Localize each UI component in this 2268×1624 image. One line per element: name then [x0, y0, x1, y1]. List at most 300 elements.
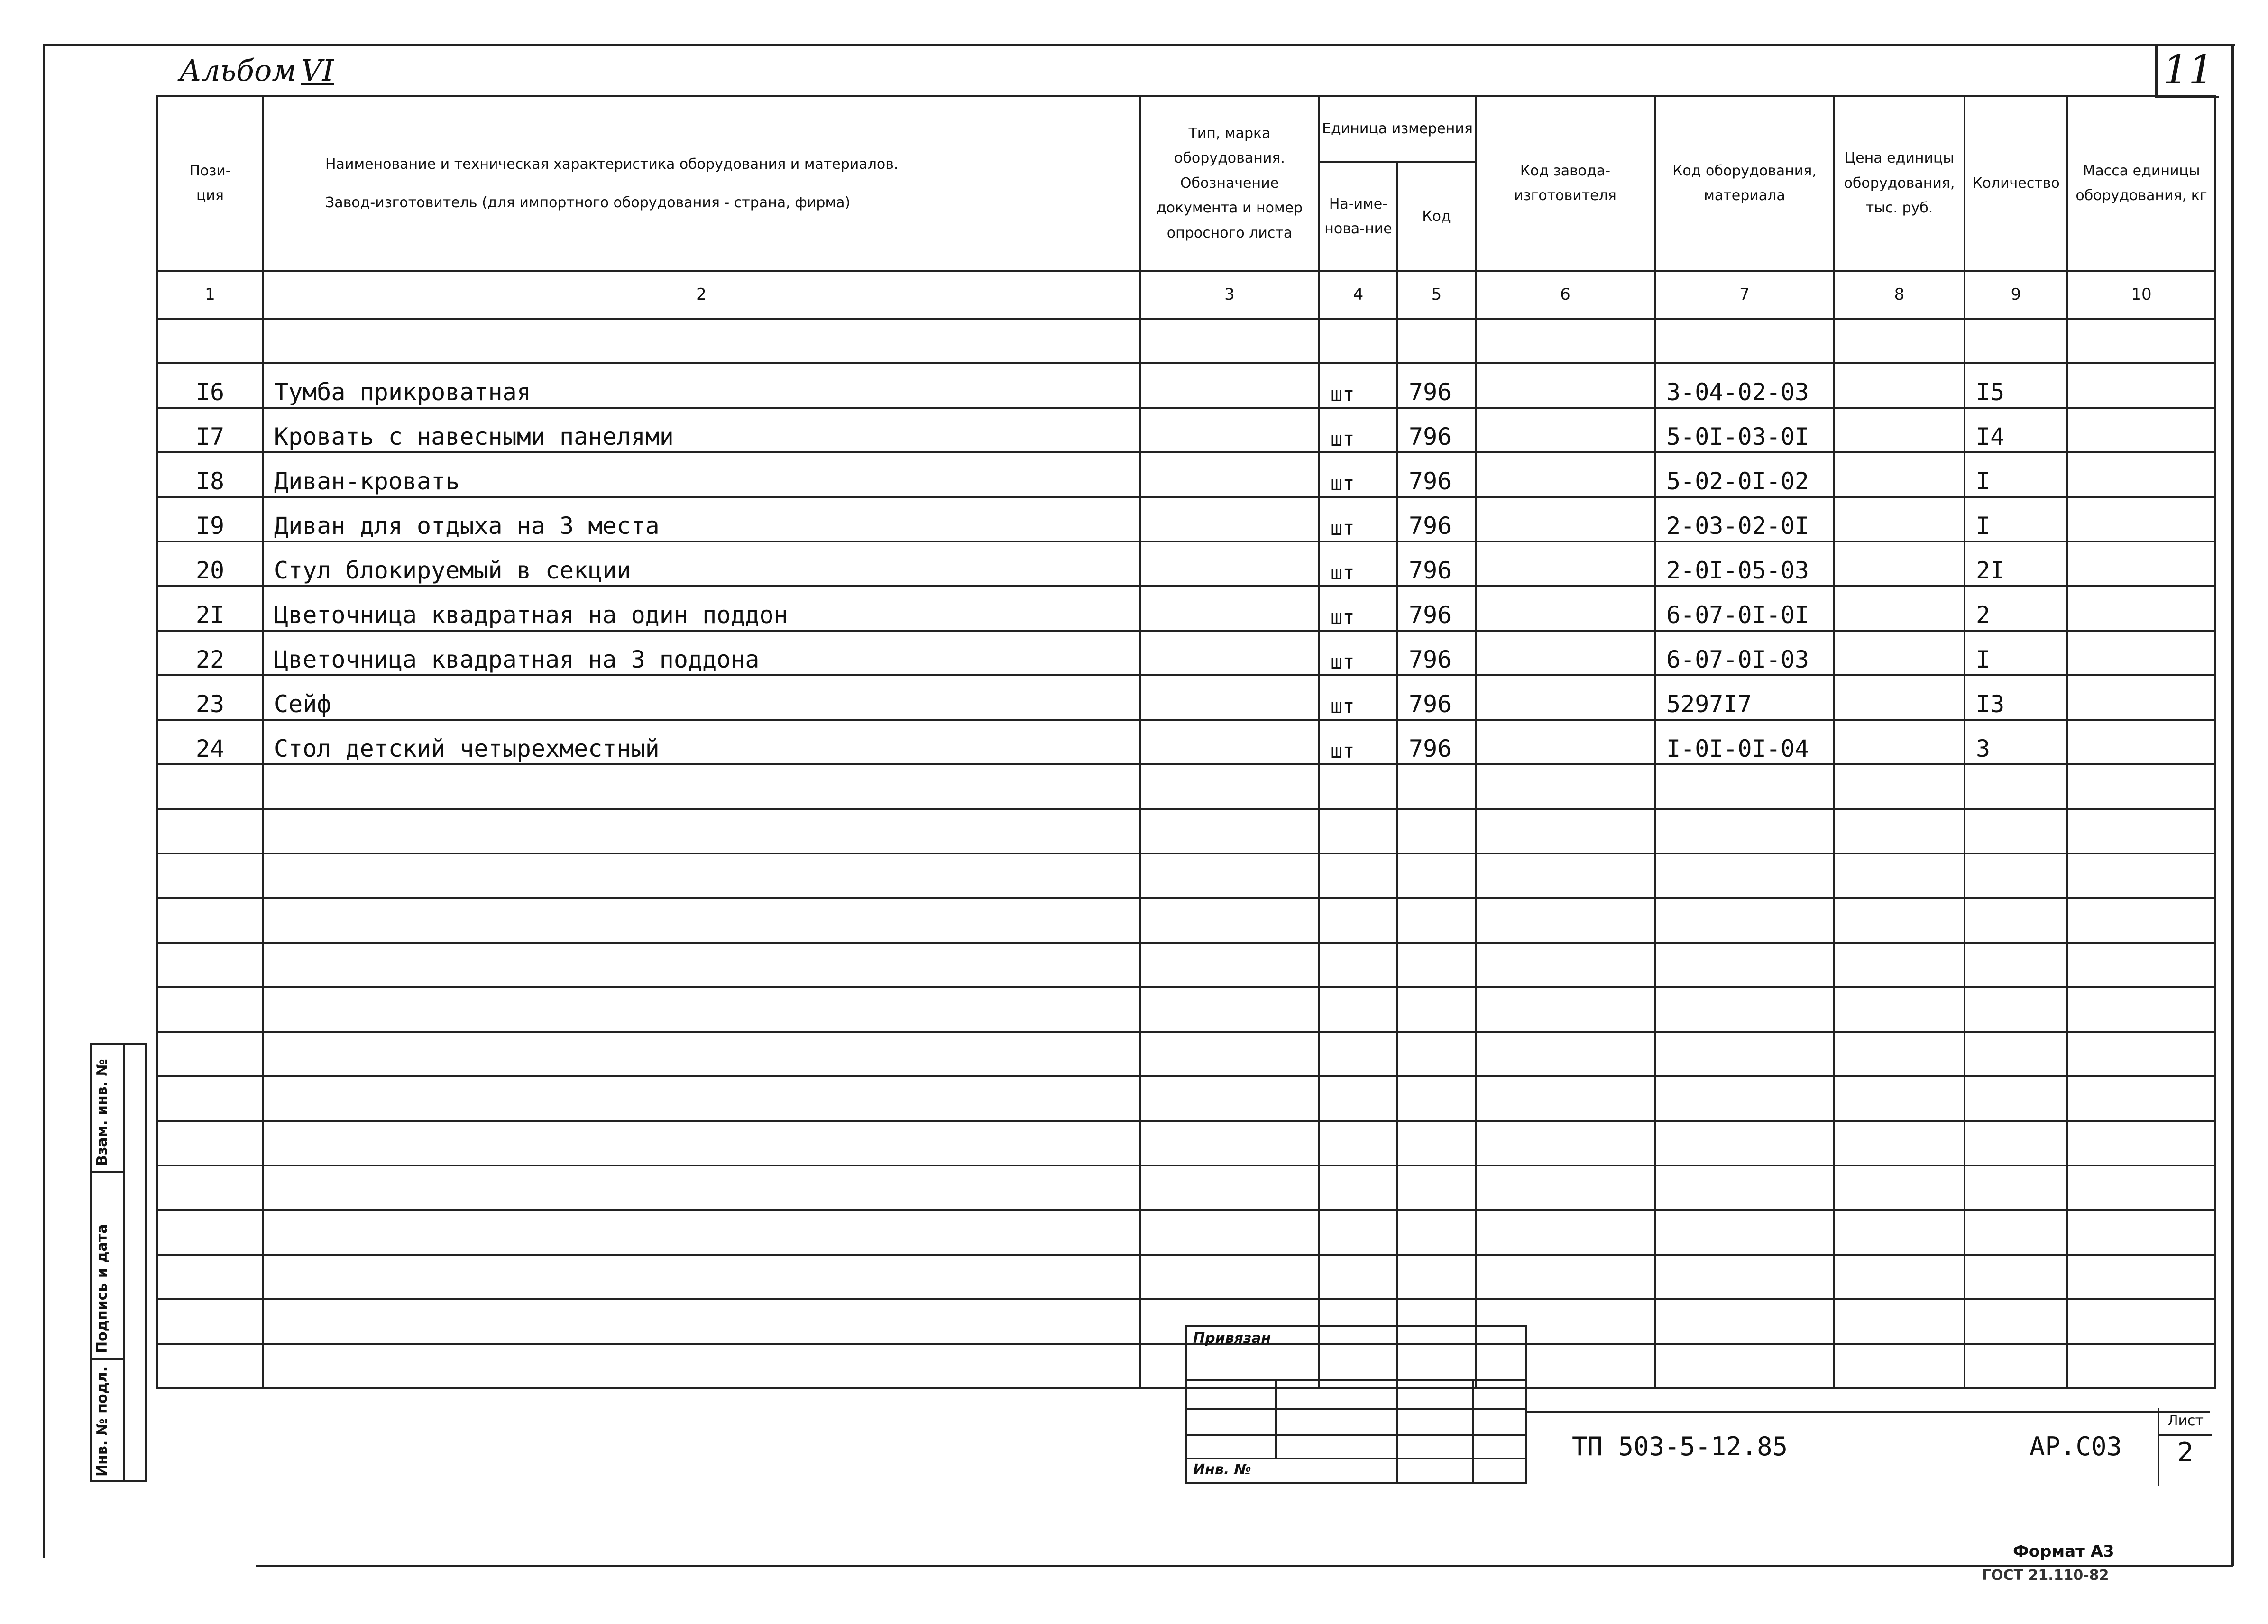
table-row: [157, 1255, 2215, 1299]
cell-plant_code: [1476, 764, 1655, 809]
cell-price: [1834, 452, 1965, 497]
cell-qty: [1965, 1255, 2067, 1299]
cell-unit: шт: [1319, 541, 1397, 586]
cell-unit_code: [1397, 1121, 1476, 1165]
cell-name: Стул блокируемый в секции: [263, 541, 1140, 586]
cell-qty: I5: [1965, 363, 2067, 408]
cell-name: [263, 1210, 1140, 1255]
cell-equip_code: [1655, 809, 1834, 853]
table-row: [157, 1210, 2215, 1255]
binding-block: [1185, 1325, 1527, 1484]
sidebar-label: Подпись и дата: [94, 1224, 110, 1353]
cell-pos: [157, 943, 263, 987]
cell-equip_code: 3-04-02-03: [1655, 363, 1834, 408]
cell-pos: [157, 1299, 263, 1344]
cell-plant_code: [1476, 408, 1655, 452]
cell-name: [263, 1299, 1140, 1344]
cell-pos: [157, 1165, 263, 1210]
cell-mass: [2067, 586, 2215, 631]
col-header-unit-name: На-име-нова-ние: [1319, 162, 1397, 271]
cell-pos: [157, 1076, 263, 1121]
cell-name: [263, 987, 1140, 1032]
header-row-1: [157, 96, 2215, 162]
cell-type: [1140, 541, 1319, 586]
cell-unit: [1319, 943, 1397, 987]
cell-plant_code: [1476, 541, 1655, 586]
cell-price: [1834, 1032, 1965, 1076]
cell-unit: [1319, 853, 1397, 898]
table-row: [157, 363, 2215, 408]
cell-qty: I4: [1965, 408, 2067, 452]
cell-type: [1140, 809, 1319, 853]
cell-mass: [2067, 452, 2215, 497]
cell-type: [1140, 1165, 1319, 1210]
cell-unit_code: 796: [1397, 631, 1476, 675]
cell-name: [263, 764, 1140, 809]
cell-plant_code: [1476, 898, 1655, 943]
cell-qty: [1965, 1344, 2067, 1388]
cell-name: Сейф: [263, 675, 1140, 720]
cell-plant_code: [1476, 853, 1655, 898]
cell-unit: [1319, 898, 1397, 943]
col-num: 7: [1655, 271, 1834, 319]
cell-equip_code: [1655, 853, 1834, 898]
cell-plant_code: [1476, 1076, 1655, 1121]
cell-name: Диван для отдыха на 3 места: [263, 497, 1140, 541]
cell-unit_code: 796: [1397, 675, 1476, 720]
cell-price: [1834, 809, 1965, 853]
cell-mass: [2067, 1032, 2215, 1076]
cell-mass: [2067, 1210, 2215, 1255]
cell-equip_code: [1655, 1255, 1834, 1299]
cell-pos: [157, 1032, 263, 1076]
cell-price: [1834, 586, 1965, 631]
cell-name: [263, 1165, 1140, 1210]
cell-price: [1834, 987, 1965, 1032]
cell-mass: [2067, 809, 2215, 853]
cell-qty: [1965, 853, 2067, 898]
cell-qty: [1965, 1121, 2067, 1165]
cell-type: [1140, 764, 1319, 809]
frame-right-border: [2231, 44, 2234, 1566]
cell-price: [1834, 1121, 1965, 1165]
cell-unit: [1319, 319, 1397, 363]
cell-plant_code: [1476, 497, 1655, 541]
cell-name: [263, 898, 1140, 943]
cell-unit_code: 796: [1397, 720, 1476, 764]
cell-unit: шт: [1319, 586, 1397, 631]
col-header-plant-code: Код завода-изготовителя: [1476, 96, 1655, 271]
cell-mass: [2067, 1255, 2215, 1299]
cell-mass: [2067, 1076, 2215, 1121]
cell-plant_code: [1476, 809, 1655, 853]
col-num: 6: [1476, 271, 1655, 319]
cell-unit_code: [1397, 1210, 1476, 1255]
album-text: Альбом: [179, 53, 296, 88]
cell-mass: [2067, 631, 2215, 675]
cell-price: [1834, 1165, 1965, 1210]
gost-label: ГОСТ 21.110-82: [1982, 1567, 2109, 1584]
cell-qty: [1965, 809, 2067, 853]
sheet-label: Лист: [2159, 1408, 2212, 1436]
cell-equip_code: [1655, 319, 1834, 363]
cell-name: Диван-кровать: [263, 452, 1140, 497]
cell-plant_code: [1476, 943, 1655, 987]
table-row: [157, 987, 2215, 1032]
cell-price: [1834, 898, 1965, 943]
cell-qty: I3: [1965, 675, 2067, 720]
cell-unit: [1319, 1255, 1397, 1299]
cell-price: [1834, 319, 1965, 363]
table-row: [157, 1121, 2215, 1165]
cell-price: [1834, 853, 1965, 898]
cell-qty: [1965, 1299, 2067, 1344]
cell-unit: шт: [1319, 720, 1397, 764]
cell-unit_code: 796: [1397, 497, 1476, 541]
album-label: [179, 53, 334, 88]
cell-type: [1140, 1121, 1319, 1165]
col-num: 10: [2067, 271, 2215, 319]
cell-mass: [2067, 1121, 2215, 1165]
cell-equip_code: 2-03-02-0I: [1655, 497, 1834, 541]
table-row: [157, 675, 2215, 720]
cell-plant_code: [1476, 675, 1655, 720]
cell-qty: [1965, 764, 2067, 809]
cell-equip_code: [1655, 898, 1834, 943]
cell-qty: I: [1965, 631, 2067, 675]
table-row: [157, 943, 2215, 987]
cell-unit: шт: [1319, 497, 1397, 541]
cell-equip_code: [1655, 1210, 1834, 1255]
cell-mass: [2067, 363, 2215, 408]
col-header-equip-code: Код оборудования, материала: [1655, 96, 1834, 271]
cell-unit_code: [1397, 319, 1476, 363]
format-label: Формат А3: [2013, 1542, 2114, 1561]
cell-unit: [1319, 1032, 1397, 1076]
cell-price: [1834, 1210, 1965, 1255]
col-num: 4: [1319, 271, 1397, 319]
cell-mass: [2067, 1344, 2215, 1388]
cell-equip_code: 5-0I-03-0I: [1655, 408, 1834, 452]
cell-pos: 23: [157, 675, 263, 720]
cell-plant_code: [1476, 319, 1655, 363]
cell-type: [1140, 1255, 1319, 1299]
cell-type: [1140, 898, 1319, 943]
cell-pos: I6: [157, 363, 263, 408]
cell-unit_code: 796: [1397, 363, 1476, 408]
cell-mass: [2067, 898, 2215, 943]
cell-mass: [2067, 853, 2215, 898]
cell-equip_code: [1655, 1344, 1834, 1388]
cell-plant_code: [1476, 631, 1655, 675]
cell-plant_code: [1476, 1121, 1655, 1165]
cell-price: [1834, 631, 1965, 675]
page-number: 11: [2155, 44, 2219, 98]
cell-price: [1834, 363, 1965, 408]
cell-pos: [157, 853, 263, 898]
cell-unit: [1319, 987, 1397, 1032]
inv-label: Инв. №: [1193, 1461, 1251, 1478]
cell-pos: 2I: [157, 586, 263, 631]
document-number: ТП 503-5-12.85: [1572, 1431, 1788, 1461]
col-num: 1: [157, 271, 263, 319]
table-row: [157, 764, 2215, 809]
sidebar-cell: [92, 1360, 125, 1481]
cell-pos: 20: [157, 541, 263, 586]
cell-plant_code: [1476, 452, 1655, 497]
cell-unit_code: [1397, 1032, 1476, 1076]
col-num: 2: [263, 271, 1140, 319]
cell-name: Цветочница квадратная на 3 поддона: [263, 631, 1140, 675]
cell-price: [1834, 497, 1965, 541]
cell-unit_code: [1397, 943, 1476, 987]
cell-qty: [1965, 943, 2067, 987]
cell-unit_code: [1397, 1076, 1476, 1121]
cell-unit_code: 796: [1397, 541, 1476, 586]
cell-equip_code: I-0I-0I-04: [1655, 720, 1834, 764]
cell-type: [1140, 408, 1319, 452]
table-row: [157, 720, 2215, 764]
cell-pos: [157, 987, 263, 1032]
cell-type: [1140, 497, 1319, 541]
sidebar-cell: [92, 1173, 125, 1360]
table-row: [157, 452, 2215, 497]
grid-line: [1187, 1434, 1525, 1436]
cell-qty: [1965, 319, 2067, 363]
cell-plant_code: [1476, 1032, 1655, 1076]
cell-mass: [2067, 943, 2215, 987]
frame-bottom-border: [256, 1565, 2233, 1567]
cell-mass: [2067, 1299, 2215, 1344]
cell-pos: 24: [157, 720, 263, 764]
cell-type: [1140, 675, 1319, 720]
cell-price: [1834, 943, 1965, 987]
cell-unit: шт: [1319, 452, 1397, 497]
cell-name: Стол детский четырехместный: [263, 720, 1140, 764]
cell-qty: [1965, 1032, 2067, 1076]
table-row: [157, 1032, 2215, 1076]
cell-mass: [2067, 497, 2215, 541]
cell-equip_code: [1655, 1076, 1834, 1121]
cell-type: [1140, 853, 1319, 898]
cell-mass: [2067, 720, 2215, 764]
grid-line: [1396, 1379, 1398, 1484]
cell-unit_code: 796: [1397, 452, 1476, 497]
cell-unit_code: 796: [1397, 408, 1476, 452]
cell-equip_code: 6-07-0I-0I: [1655, 586, 1834, 631]
cell-unit: [1319, 764, 1397, 809]
table-row: [157, 853, 2215, 898]
col-num: 3: [1140, 271, 1319, 319]
sidebar-cell: [92, 1045, 125, 1173]
table-body: [157, 319, 2215, 1388]
cell-name: [263, 1032, 1140, 1076]
cell-qty: 2I: [1965, 541, 2067, 586]
cell-type: [1140, 631, 1319, 675]
cell-name: Кровать с навесными панелями: [263, 408, 1140, 452]
col-header-name: Наименование и техническая характеристика оборудования и материалов. Завод-изготовитель (для импортного оборудования - страна, фирма): [263, 96, 1140, 271]
col-header-price: Цена единицы оборудования, тыс. руб.: [1834, 96, 1965, 271]
cell-name: Тумба прикроватная: [263, 363, 1140, 408]
cell-equip_code: [1655, 1165, 1834, 1210]
cell-pos: [157, 1210, 263, 1255]
cell-equip_code: [1655, 1121, 1834, 1165]
grid-line: [1187, 1408, 1525, 1410]
cell-type: [1140, 720, 1319, 764]
cell-type: [1140, 1076, 1319, 1121]
cell-equip_code: [1655, 1299, 1834, 1344]
cell-unit: шт: [1319, 363, 1397, 408]
col-header-type: Тип, марка оборудования. Обозначение документа и номер опросного листа: [1140, 96, 1319, 271]
cell-mass: [2067, 541, 2215, 586]
cell-qty: [1965, 898, 2067, 943]
cell-plant_code: [1476, 720, 1655, 764]
table-row: [157, 631, 2215, 675]
cell-type: [1140, 1032, 1319, 1076]
cell-price: [1834, 408, 1965, 452]
col-header-position: Пози- ция: [157, 96, 263, 271]
cell-unit_code: [1397, 987, 1476, 1032]
cell-equip_code: 6-07-0I-03: [1655, 631, 1834, 675]
cell-pos: [157, 809, 263, 853]
bound-label: Привязан: [1193, 1330, 1271, 1347]
cell-name: [263, 1121, 1140, 1165]
cell-price: [1834, 1076, 1965, 1121]
cell-equip_code: [1655, 943, 1834, 987]
cell-mass: [2067, 1165, 2215, 1210]
cell-unit_code: [1397, 1255, 1476, 1299]
cell-qty: I: [1965, 452, 2067, 497]
cell-price: [1834, 720, 1965, 764]
cell-plant_code: [1476, 586, 1655, 631]
cell-pos: [157, 898, 263, 943]
cell-name: [263, 1344, 1140, 1388]
grid-line: [1472, 1379, 1474, 1484]
cell-price: [1834, 541, 1965, 586]
cell-qty: [1965, 1210, 2067, 1255]
cell-price: [1834, 764, 1965, 809]
cell-pos: [157, 764, 263, 809]
sheet-box: [2158, 1408, 2212, 1486]
cell-equip_code: [1655, 764, 1834, 809]
cell-qty: [1965, 1076, 2067, 1121]
column-number-row: [157, 271, 2215, 319]
cell-plant_code: [1476, 1165, 1655, 1210]
cell-pos: [157, 1121, 263, 1165]
cell-mass: [2067, 675, 2215, 720]
cell-mass: [2067, 987, 2215, 1032]
cell-price: [1834, 1344, 1965, 1388]
sidebar-label: Инв. № подл.: [94, 1366, 110, 1477]
cell-pos: [157, 1344, 263, 1388]
cell-name: Цветочница квадратная на один поддон: [263, 586, 1140, 631]
cell-unit_code: [1397, 1165, 1476, 1210]
cell-qty: [1965, 987, 2067, 1032]
cell-unit: [1319, 1121, 1397, 1165]
cell-unit_code: [1397, 853, 1476, 898]
cell-type: [1140, 586, 1319, 631]
specification-table: [156, 95, 2216, 1389]
cell-unit_code: [1397, 898, 1476, 943]
cell-pos: I9: [157, 497, 263, 541]
table-row: [157, 898, 2215, 943]
cell-price: [1834, 1299, 1965, 1344]
cell-pos: I7: [157, 408, 263, 452]
cell-unit: [1319, 1210, 1397, 1255]
cell-plant_code: [1476, 363, 1655, 408]
cell-plant_code: [1476, 1210, 1655, 1255]
cell-qty: 2: [1965, 586, 2067, 631]
col-header-unit-group: Единица измерения: [1319, 96, 1476, 162]
cell-price: [1834, 675, 1965, 720]
cell-equip_code: 5297I7: [1655, 675, 1834, 720]
table-row: [157, 408, 2215, 452]
sidebar-label: Взам. инв. №: [94, 1059, 110, 1166]
cell-plant_code: [1476, 987, 1655, 1032]
table-row: [157, 497, 2215, 541]
cell-mass: [2067, 408, 2215, 452]
sheet-number: 2: [2177, 1437, 2194, 1467]
cell-pos: [157, 319, 263, 363]
cell-unit: шт: [1319, 675, 1397, 720]
cell-pos: [157, 1255, 263, 1299]
grid-line: [1187, 1379, 1525, 1381]
table-row: [157, 809, 2215, 853]
col-num: 5: [1397, 271, 1476, 319]
cell-type: [1140, 1210, 1319, 1255]
approval-sidebar: [90, 1043, 147, 1482]
cell-unit_code: [1397, 764, 1476, 809]
cell-qty: I: [1965, 497, 2067, 541]
table-row: [157, 541, 2215, 586]
cell-name: [263, 1076, 1140, 1121]
col-num: 9: [1965, 271, 2067, 319]
grid-line: [1275, 1379, 1277, 1458]
cell-equip_code: 5-02-0I-02: [1655, 452, 1834, 497]
cell-plant_code: [1476, 1255, 1655, 1299]
album-volume: VI: [301, 53, 334, 88]
cell-name: [263, 809, 1140, 853]
cell-name: [263, 1255, 1140, 1299]
cell-qty: 3: [1965, 720, 2067, 764]
cell-unit: шт: [1319, 408, 1397, 452]
cell-type: [1140, 363, 1319, 408]
document-code: АР.С03: [2029, 1431, 2122, 1461]
cell-pos: 22: [157, 631, 263, 675]
table-row: [157, 586, 2215, 631]
cell-unit: [1319, 809, 1397, 853]
cell-type: [1140, 452, 1319, 497]
grid-line: [1187, 1458, 1525, 1459]
cell-unit: [1319, 1076, 1397, 1121]
col-num: 8: [1834, 271, 1965, 319]
cell-mass: [2067, 764, 2215, 809]
cell-type: [1140, 319, 1319, 363]
cell-type: [1140, 943, 1319, 987]
cell-pos: I8: [157, 452, 263, 497]
cell-name: [263, 943, 1140, 987]
table-row: [157, 319, 2215, 363]
cell-name: [263, 319, 1140, 363]
main-stamp: [1527, 1411, 2210, 1486]
cell-mass: [2067, 319, 2215, 363]
cell-equip_code: [1655, 987, 1834, 1032]
cell-unit_code: 796: [1397, 586, 1476, 631]
table-row: [157, 1165, 2215, 1210]
cell-qty: [1965, 1165, 2067, 1210]
table-row: [157, 1076, 2215, 1121]
cell-unit: [1319, 1165, 1397, 1210]
